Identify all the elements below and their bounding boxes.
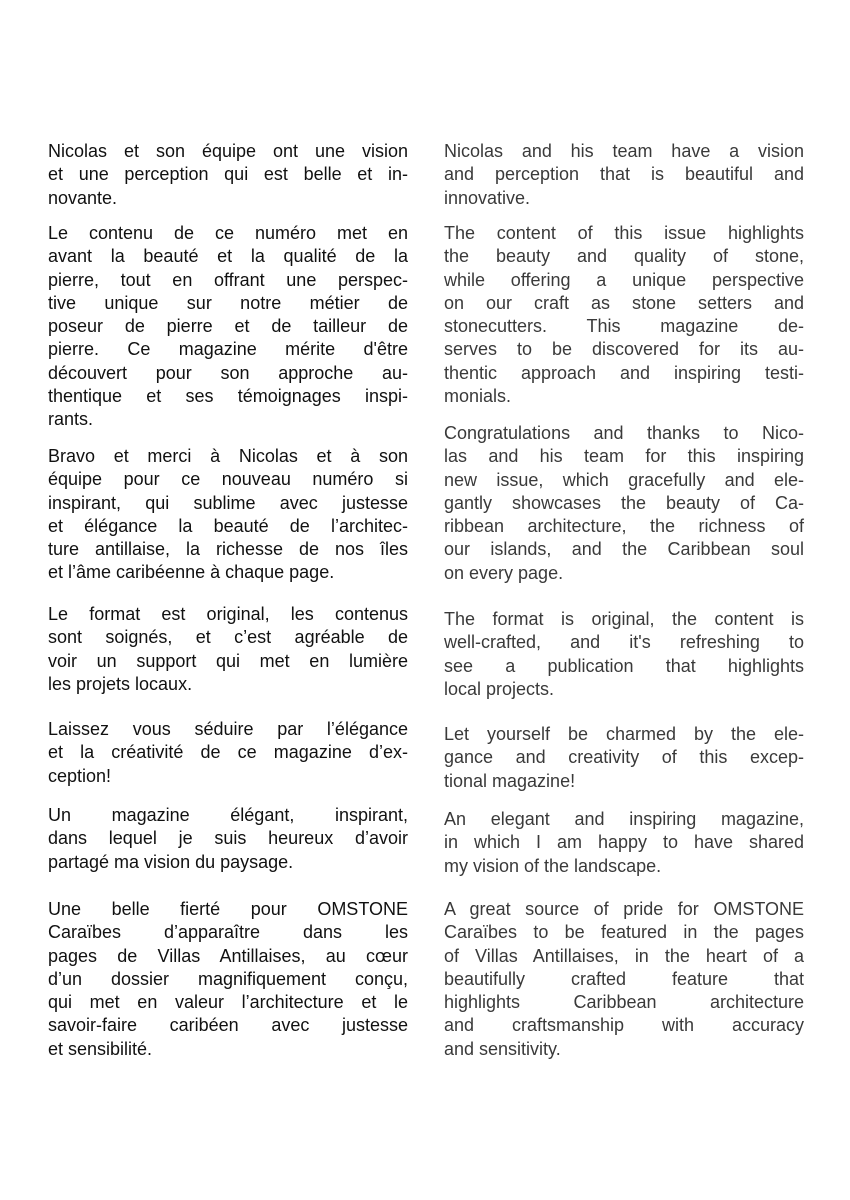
text-line: partagé ma vision du paysage. (48, 851, 294, 872)
text-line: The format is original, the content is (444, 609, 804, 629)
text-line: pages de Villas Antillaises, au cœur (48, 945, 408, 966)
text-line: Congratulations and thanks to Nico- (444, 423, 804, 443)
text-line: and sensitivity. (444, 1038, 561, 1059)
text-line: my vision of the landscape. (444, 855, 662, 876)
text-line: see a publication that highlights (444, 655, 804, 676)
text-line: our islands, and the Caribbean soul (444, 539, 804, 560)
french-paragraph (48, 718, 408, 788)
text-line: thentic approach and inspiring testi- (444, 362, 804, 383)
text-line: of Villas Antillaises, in the heart of a (444, 945, 804, 966)
english-paragraph (444, 140, 804, 210)
text-line: An elegant and inspiring magazine, (444, 809, 804, 829)
text-line: in which I am happy to have shared (444, 832, 804, 853)
text-line: et une perception qui est belle et in- (48, 164, 408, 185)
english-paragraph (444, 723, 804, 793)
french-paragraph (48, 898, 408, 1061)
text-line: voir un support qui met en lumière (48, 650, 408, 671)
french-paragraph (48, 140, 408, 210)
text-line: et l’âme caribéenne à chaque page. (48, 562, 335, 583)
french-paragraph (48, 603, 408, 696)
english-paragraph (444, 222, 804, 408)
text-line: tive unique sur notre métier de (48, 292, 408, 313)
text-line: well-crafted, and it's refreshing to (444, 632, 804, 653)
french-paragraph (48, 804, 408, 874)
text-line: the beauty and quality of stone, (444, 246, 804, 267)
text-line: Le format est original, les contenus (48, 604, 408, 624)
text-line: dans lequel je suis heureux d’avoir (48, 828, 408, 849)
text-line: A great source of pride for OMSTONE (444, 899, 804, 919)
text-line: Caraïbes d’apparaître dans les (48, 922, 408, 943)
text-line: et sensibilité. (48, 1038, 153, 1059)
english-paragraph (444, 422, 804, 585)
text-line: ception! (48, 765, 112, 786)
text-line: new issue, which gracefully and ele- (444, 469, 804, 490)
text-line: and craftsmanship with accuracy (444, 1015, 804, 1036)
text-line: beautifully crafted feature that (444, 968, 804, 989)
text-line: tional magazine! (444, 770, 576, 791)
text-line: on our craft as stone setters and (444, 292, 804, 313)
text-line: rants. (48, 409, 94, 430)
text-line: gantly showcases the beauty of Ca- (444, 492, 804, 513)
text-line: savoir-faire caribéen avec justesse (48, 1015, 408, 1036)
text-line: serves to be discovered for its au- (444, 339, 804, 360)
text-line: sont soignés, et c’est agréable de (48, 627, 408, 648)
text-line: The content of this issue highlights (444, 223, 804, 243)
text-line: avant la beauté et la qualité de la (48, 246, 408, 267)
text-line: Caraïbes to be featured in the pages (444, 922, 804, 943)
text-line: and perception that is beautiful and (444, 164, 804, 185)
text-line: Nicolas et son équipe ont une vision (48, 141, 408, 161)
text-line: thentique et ses témoignages inspi- (48, 386, 408, 407)
text-line: Bravo et merci à Nicolas et à son (48, 446, 408, 466)
text-line: et la créativité de ce magazine d’ex- (48, 742, 408, 763)
text-line: Let yourself be charmed by the ele- (444, 724, 804, 744)
english-paragraph (444, 608, 804, 701)
text-line: highlights Caribbean architecture (444, 992, 804, 1013)
text-line: stonecutters. This magazine de- (444, 316, 804, 337)
text-line: et élégance la beauté de l’architec- (48, 515, 408, 536)
text-line: Une belle fierté pour OMSTONE (48, 899, 408, 919)
text-line: découvert pour son approche au- (48, 362, 408, 383)
text-line: ture antillaise, la richesse de nos îles (48, 539, 408, 560)
text-line: équipe pour ce nouveau numéro si (48, 469, 408, 490)
text-line: monials. (444, 386, 512, 407)
french-paragraph (48, 445, 408, 585)
text-line: ribbean architecture, the richness of (444, 516, 804, 537)
text-line: Le contenu de ce numéro met en (48, 223, 408, 243)
text-line: Nicolas and his team have a vision (444, 141, 804, 161)
text-line: Un magazine élégant, inspirant, (48, 805, 408, 825)
text-line: while offering a unique perspective (444, 269, 804, 290)
text-line: pierre, tout en offrant une perspec- (48, 269, 408, 290)
french-paragraph (48, 222, 408, 432)
text-line: gance and creativity of this excep- (444, 747, 804, 768)
text-line: novante. (48, 187, 118, 208)
text-line: las and his team for this inspiring (444, 446, 804, 467)
english-paragraph (444, 898, 804, 1061)
text-line: pierre. Ce magazine mérite d'être (48, 339, 408, 360)
text-line: les projets locaux. (48, 673, 193, 694)
text-line: local projects. (444, 678, 555, 699)
text-line: on every page. (444, 562, 564, 583)
text-line: inspirant, qui sublime avec justesse (48, 492, 408, 513)
english-paragraph (444, 808, 804, 878)
text-line: qui met en valeur l’architecture et le (48, 992, 408, 1013)
text-line: d’un dossier magnifiquement conçu, (48, 968, 408, 989)
text-line: poseur de pierre et de tailleur de (48, 316, 408, 337)
text-line: innovative. (444, 187, 531, 208)
text-line: Laissez vous séduire par l’élégance (48, 719, 408, 739)
